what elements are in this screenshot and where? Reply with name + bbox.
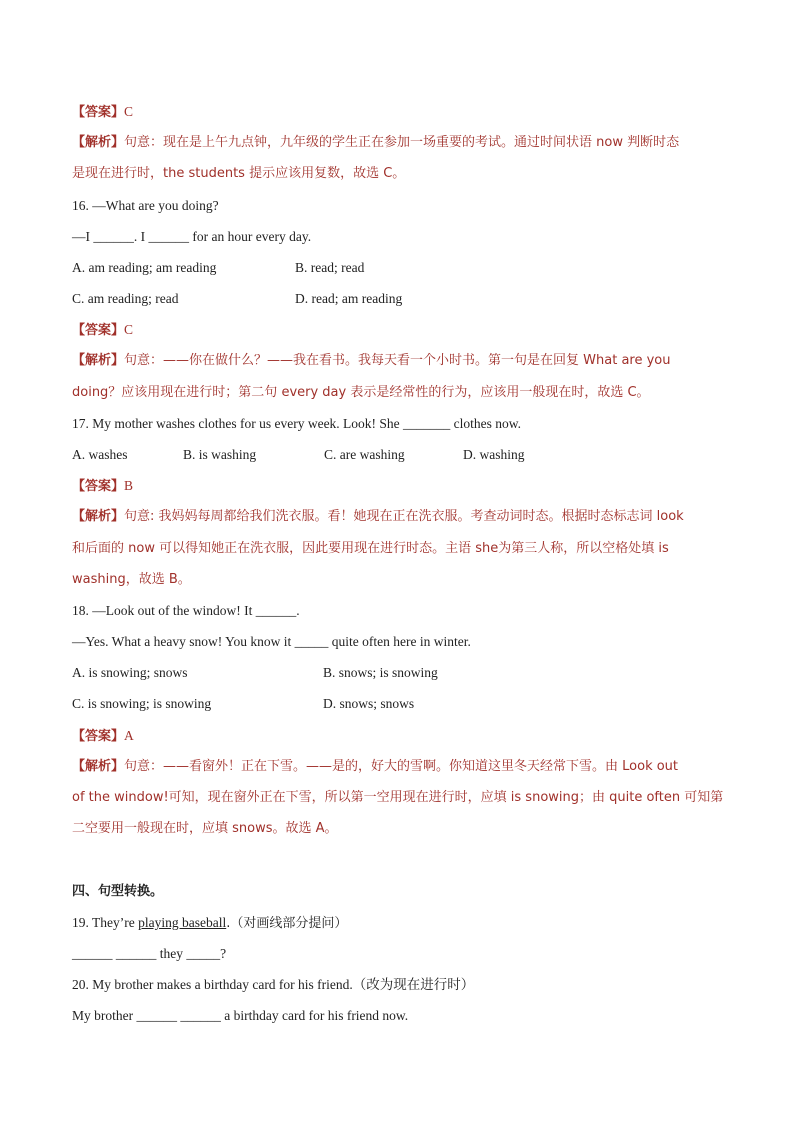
q16-option-c: C. am reading; read xyxy=(72,291,179,306)
q20-stem: 20. My brother makes a birthday card for his friend.（改为现在进行时） xyxy=(72,977,475,992)
q16-answer xyxy=(72,321,724,340)
q18-option-b: B. snows; is snowing xyxy=(323,665,438,680)
q18-analysis-line-1 xyxy=(72,758,724,776)
q19-stem xyxy=(72,914,724,933)
answer-tag: 【答案】 xyxy=(72,323,125,338)
q17-answer xyxy=(72,477,724,496)
answer-value: C xyxy=(124,322,134,337)
q15-answer xyxy=(72,103,724,122)
q16-analysis-line-2: doing？应该用现在进行时；第二句 every day 表示是经常性的行为，应该用一般现在时，故选 C。 xyxy=(72,385,650,400)
analysis-text: 句意: 我妈妈每周都给我们洗衣服。看！她现在正在洗衣服。考查动词时态。根据时态标志词 look xyxy=(124,509,684,524)
q17-option-d: D. washing xyxy=(463,447,525,462)
analysis-tag: 【解析】 xyxy=(72,759,125,774)
q18-option-c: C. is snowing; is snowing xyxy=(72,696,212,711)
analysis-tag: 【解析】 xyxy=(72,353,125,368)
section-title: 四、句型转换。 xyxy=(72,884,164,899)
q17-analysis-line-3: washing，故选 B。 xyxy=(72,572,191,587)
analysis-tag: 【解析】 xyxy=(72,509,125,524)
analysis-text: 句意：——看窗外！正在下雪。——是的，好大的雪啊。你知道这里冬天经常下雪。由 Look out xyxy=(124,759,679,774)
q15-analysis-line-2: 是现在进行时，the students 提示应该用复数，故选 C。 xyxy=(72,166,406,181)
q18-answer xyxy=(72,727,724,746)
q19-suffix: .（对画线部分提问） xyxy=(226,916,348,931)
q18-analysis-line-3: 二空要用一般现在时，应填 snows。故选 A。 xyxy=(72,821,338,836)
q15-analysis-line-1 xyxy=(72,134,724,152)
q17-stem: 17. My mother washes clothes for us every week. Look! She _______ clothes now. xyxy=(72,416,522,431)
q16-option-b: B. read; read xyxy=(295,260,365,275)
answer-value: A xyxy=(124,728,134,743)
q18-stem-1: 18. —Look out of the window! It ______. xyxy=(72,603,300,618)
answer-value: B xyxy=(124,478,134,493)
q19-prefix: 19. They’re xyxy=(72,915,139,930)
q16-analysis-line-1 xyxy=(72,352,724,370)
analysis-text: 句意：现在是上午九点钟，九年级的学生正在参加一场重要的考试。通过时间状语 now 判断时态 xyxy=(124,135,680,150)
q16-stem-2: —I ______. I ______ for an hour every day. xyxy=(72,229,312,244)
q16-option-a: A. am reading; am reading xyxy=(72,260,217,275)
q18-option-a: A. is snowing; snows xyxy=(72,665,188,680)
q18-stem-2: —Yes. What a heavy snow! You know it _____ quite often here in winter. xyxy=(72,634,471,649)
q16-stem-1: 16. —What are you doing? xyxy=(72,198,219,213)
q17-analysis-line-2: 和后面的 now 可以得知她正在洗衣服，因此要用现在进行时态。主语 she为第三人称，所以空格处填 is xyxy=(72,541,669,556)
q17-option-c: C. are washing xyxy=(324,447,405,462)
q18-analysis-line-2: of the window!可知，现在窗外正在下雪，所以第一空用现在进行时，应填 is snowing；由 quite often 可知第 xyxy=(72,790,724,805)
answer-tag: 【答案】 xyxy=(72,105,125,120)
answer-tag: 【答案】 xyxy=(72,479,125,494)
answer-value: C xyxy=(124,104,134,119)
answer-tag: 【答案】 xyxy=(72,729,125,744)
q17-option-a: A. washes xyxy=(72,447,128,462)
analysis-text: 句意：——你在做什么？——我在看书。我每天看一个小时书。第一句是在回复 What are you xyxy=(124,353,671,368)
q20-blank-line: My brother ______ ______ a birthday card for his friend now. xyxy=(72,1008,409,1023)
q17-analysis-line-1 xyxy=(72,508,724,526)
analysis-tag: 【解析】 xyxy=(72,135,125,150)
q16-option-d: D. read; am reading xyxy=(295,291,403,306)
q19-underlined-part: playing baseball xyxy=(138,915,227,930)
q18-option-d: D. snows; snows xyxy=(323,696,415,711)
q17-option-b: B. is washing xyxy=(183,447,257,462)
q19-blank-line: ______ ______ they _____? xyxy=(72,946,227,961)
